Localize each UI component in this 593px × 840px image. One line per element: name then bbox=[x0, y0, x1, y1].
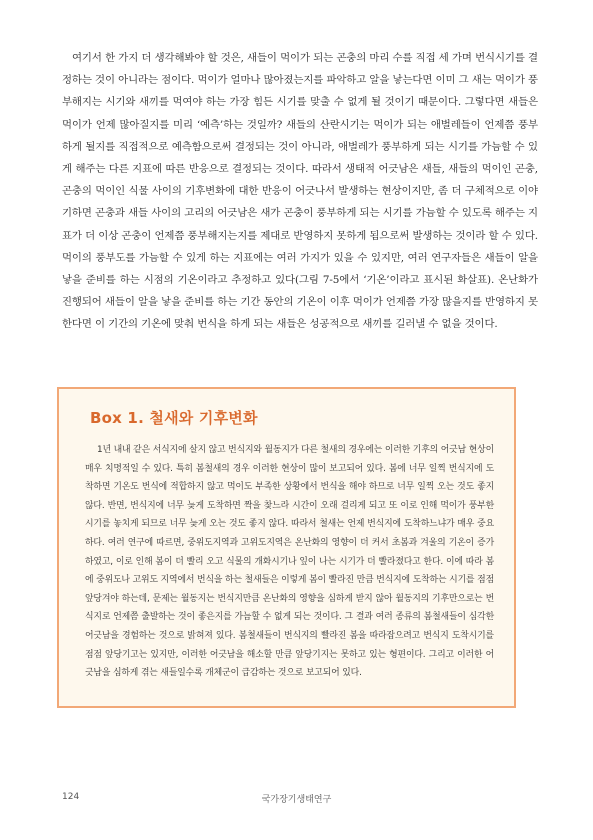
page-number: 124 bbox=[62, 792, 80, 802]
box-paragraph: 1년 내내 같은 서식지에 살지 않고 번식지와 월동지가 다른 철새의 경우에는 이러한 기후의 어긋남 현상이 매우 치명적일 수 있다. 특히 봄철새의 경우 이러한 현상이 많이 보고되어 있다. 봄에 너무 일찍 번식지에 도착하면 기온도 번식에 적합하지 않고 먹이도 부족한 상황에서 번식을 해야 하므로 너무 일찍 오는 것도 좋지 않다. 반면, 번식지에 너무 늦게 도착하면 짝을 찾느라 시간이 오래 걸리게 되고 또 이로 인해 먹이가 풍부한 시기를 놓치게 되므로 너무 늦게 오는 것도 좋지 않다. 따라서 철새는 언제 번식지에 도착하느냐가 매우 중요하다. 여러 연구에 따르면, 중위도지역과 고위도지역은 온난화의 영향이 더 커서 초봄과 겨울의 기온이 증가하였고, 이로 인해 봄이 더 빨리 오고 식물의 개화시기나 잎이 나는 시기가 더 빨라졌다고 한다. 이에 따라 봄에 중위도나 고위도 지역에서 번식을 하는 철새들은 이렇게 봄이 빨라진 만큼 번식지에 도착하는 시기를 점점 앞당겨야 하는데, 문제는 월동지는 번식지만큼 온난화의 영향을 심하게 받지 않아 월동지의 기후만으로는 번식지로 언제쯤 출발하는 것이 좋은지를 가늠할 수 없게 되는 것이다. 그 결과 여러 종류의 봄철새들이 심각한 어긋남을 경험하는 것으로 밝혀져 있다. 봄철새들이 번식지의 빨라진 봄을 따라잡으려고 번식지 도착시기를 점점 앞당기고는 있지만, 이러한 어긋남을 해소할 만큼 앞당기지는 못하고 있는 형편이다. 그리고 이러한 어긋남을 심하게 겪는 새들일수록 개체군이 급감하는 것으로 보고되어 있다. bbox=[85, 445, 494, 679]
box-title: Box 1. 철새와 기후변화 bbox=[90, 409, 258, 427]
box-climate-migratory-birds bbox=[57, 387, 516, 708]
publisher-name: 국가장기생태연구 bbox=[261, 795, 332, 805]
main-body-text bbox=[62, 47, 538, 336]
box-body-text bbox=[85, 441, 494, 683]
body-paragraph: 여기서 한 가지 더 생각해봐야 할 것은, 새들이 먹이가 되는 곤충의 마리 수를 직접 세 가며 번식시기를 결정하는 것이 아니라는 점이다. 먹이가 얼마나 많아졌는지를 파악하고 알을 낳는다면 이미 그 새는 먹이가 풍부해지는 시기와 새끼를 먹여야 하는 가장 힘든 시기를 맞출 수 없게 될 것이기 때문이다. 그렇다면 새들은 먹이가 언제 많아질지를 미리 ‘예측’하는 것일까? 새들의 산란시기는 먹이가 되는 애벌레들이 언제쯤 풍부하게 될지를 직접적으로 예측함으로써 결정되는 것이 아니라, 애벌레가 풍부하게 되는 시기를 가늠할 수 있게 해주는 다른 지표에 따른 반응으로 결정되는 것이다. 따라서 생태적 어긋남은 새들, 새들의 먹이인 곤충, 곤충의 먹이인 식물 사이의 기후변화에 대한 반응이 어긋나서 발생하는 현상이지만, 좀 더 구체적으로 이야기하면 곤충과 새들 사이의 고리의 어긋남은 새가 곤충이 풍부하게 되는 시기를 가늠할 수 있도록 해주는 지표가 더 이상 곤충이 언제쯤 풍부해지는지를 제대로 반영하지 못하게 됨으로써 발생하는 것이라 할 수 있다. 먹이의 풍부도를 가늠할 수 있게 하는 지표에는 여러 가지가 있을 수 있지만, 여러 연구자들은 새들이 알을 낳을 준비를 하는 시점의 기온이라고 추정하고 있다(그림 7-5에서 ‘기온’이라고 표시된 화살표). 온난화가 진행되어 새들이 알을 낳을 준비를 하는 기간 동안의 기온이 이후 먹이가 언제쯤 가장 많을지를 반영하지 못한다면 이 기간의 기온에 맞춰 번식을 하게 되는 새들은 성공적으로 새끼를 길러낼 수 없을 것이다. bbox=[62, 52, 538, 331]
page-footer bbox=[0, 792, 593, 808]
